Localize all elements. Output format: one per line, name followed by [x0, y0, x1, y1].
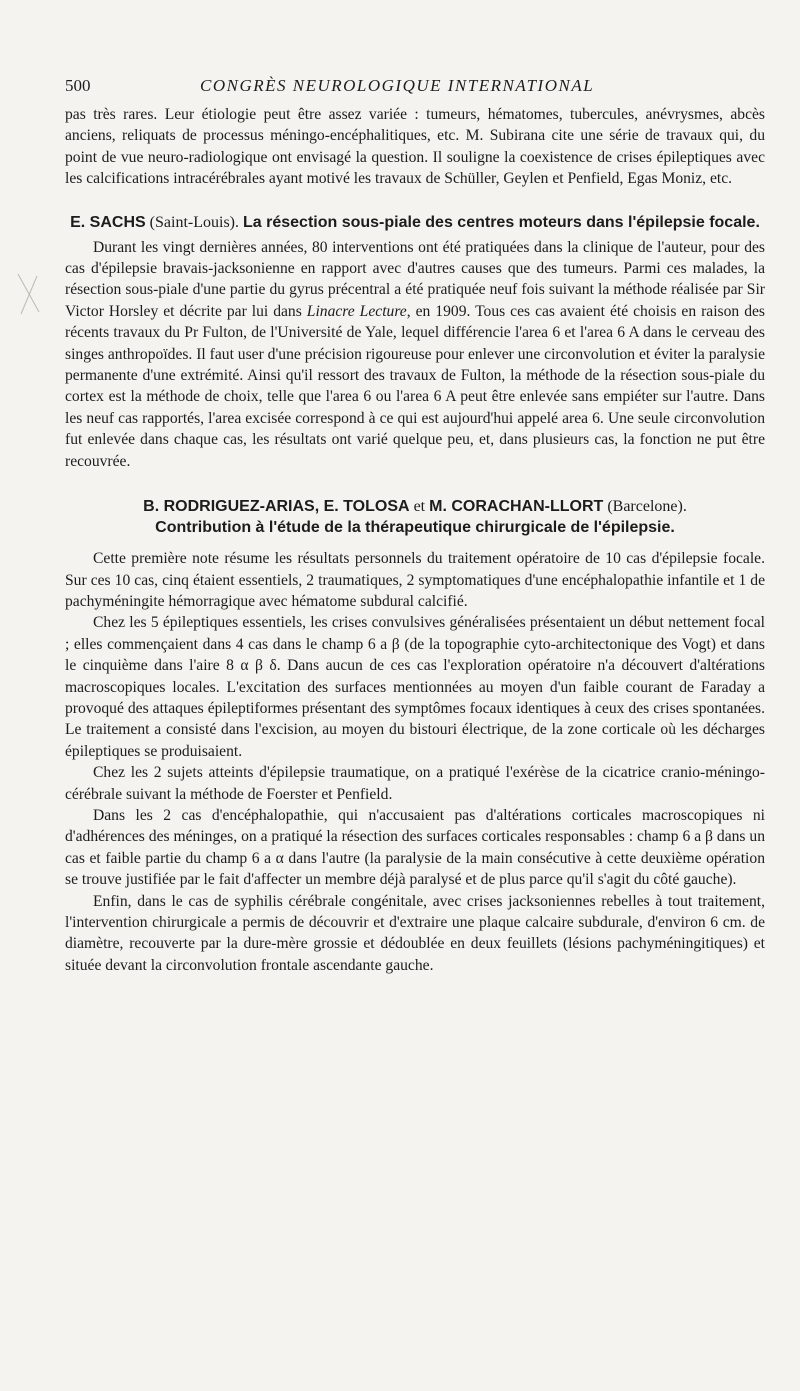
section2-authors-2: M. CORACHAN-LLORT	[429, 498, 604, 516]
section1-text-b: , en 1909. Tous ces cas avaient été choisis en raison des récents travaux du Pr Fulton, de l'Université de Yale, lequel différencie l'area 6 et l'area 6 A dans le cerveau des singes anthropoïdes. Il faut user d'une précision rigoureuse pour enlever une circonvolution et éviter la paralysie permanente d'une extrémité. Ainsi qu'il ressort des travaux de Fulton, la méthode de la résection sous-piale du cortex est la méthode de choix, telle que l'area 6 ou l'area 6 A peut être enlevée sans empiéter sur l'autre. Dans les neuf cas rapportés, l'area excisée correspond à ce qui est aujourd'hui appelé area 6. Une seule circonvolution fut enlevée dans chaque cas, les résultats ont varié quelque peu, et, dans plusieurs cas, la fonction ne put être recouvrée.	[65, 302, 765, 470]
section2-paragraph: Dans les 2 cas d'encéphalopathie, qui n'accusaient pas d'altérations corticales macroscopiques ni d'adhérences des méninges, on a pratiqué la résection des surfaces corticales responsables : champ 6 a β dans un cas et faible partie du champ 6 a α dans l'autre (la paralysie de la main consécutive à cette deuxième opération se trouve justifiée par le fait d'affecter un membre déjà paralysé et de plus parce qu'il s'agit du côté gauche).	[65, 806, 765, 889]
section2-paragraph: Enfin, dans le cas de syphilis cérébrale congénitale, avec crises jacksoniennes rebelles à tout traitement, l'intervention chirurgicale a permis de découvrir et d'extraire une plaque calcaire subdurale, d'environ 6 cm. de diamètre, recouverte par la dure-mère grossie et dédoublée en deux feuillets (lésions pachyméningitiques) et située devant la circonvolution frontale ascendante gauche.	[65, 892, 765, 974]
section2-paragraph: Chez les 5 épileptiques essentiels, les crises convulsives généralisées présentaient un début nettement focal ; elles commençaient dans 4 cas dans le champ 6 a β (de la topographie cyto-architectonique des Vogt) et dans le cinquième dans l'aire 8 α β δ. Dans aucun de ces cas l'exploration opératoire n'a découvert d'altérations macroscopiques locales. L'excitation des surfaces mentionnées au moyen d'un faible courant de Faraday a provoqué des attaques épileptiformes présentant des symptômes focaux identiques à ceux des crises spontanées. Le traitement a consisté dans l'excision, au moyen du bistouri électrique, de la zone corticale où les décharges épileptiques se produisaient.	[65, 614, 765, 760]
section2-place: (Barcelone).	[607, 498, 687, 516]
section2-connector: et	[413, 498, 426, 516]
section2-title: Contribution à l'étude de la thérapeutique chirurgicale de l'épilepsie.	[155, 519, 675, 537]
section2-heading	[65, 496, 765, 538]
section1-italic-title: Linacre Lecture	[306, 302, 407, 320]
section1-title: La résection sous-piale des centres moteurs dans l'épilepsie focale.	[243, 213, 760, 231]
section2-paragraph: Cette première note résume les résultats personnels du traitement opératoire de 10 cas d'épilepsie focale. Sur ces 10 cas, cinq étaient essentiels, 2 traumatiques, 2 symptomatiques d'une encéphalopathie infantile et 1 de pachyméningite hémorragique avec hématome subdural calcifié.	[65, 550, 765, 610]
page-number: 500	[65, 76, 91, 95]
section1-place: (Saint-Louis).	[149, 213, 239, 231]
section1-text-a: Durant les vingt dernières années, 80 interventions ont été pratiquées dans la clinique de l'auteur, pour des cas d'épilepsie bravais-jacksonienne en rapport avec d'autres causes que des tumeurs. Parmi ces malades, la résection sous-piale d'une partie du gyrus précentral a été pratiquée neuf fois suivant la méthode réalisée par Sir Victor Horsley et décrite par lui dans	[65, 238, 765, 320]
section2-authors-1: B. RODRIGUEZ-ARIAS, E. TOLOSA	[143, 498, 410, 516]
intro-paragraph: pas très rares. Leur étiologie peut être assez variée : tumeurs, hématomes, tubercules, anévrysmes, abcès anciens, reliquats de processus méningo-encéphalitiques, etc. M. Subirana cite une série de travaux qui, du point de vue neuro-radiologique ont envisagé la question. Il souligne la coexistence de crises épileptiques avec les calcifications intracérébrales ayant motivé les travaux de Schüller, Geylen et Penfield, Egas Moniz, etc.	[65, 106, 765, 188]
section2-body	[65, 548, 765, 976]
section1-paragraph	[65, 237, 765, 472]
section1-authors: E. SACHS	[70, 213, 146, 231]
page	[65, 76, 765, 976]
page-header	[65, 76, 765, 104]
section1-heading	[65, 212, 765, 233]
section2-paragraph: Chez les 2 sujets atteints d'épilepsie traumatique, on a pratiqué l'exérèse de la cicatrice cranio-méningo-cérébrale suivant la méthode de Foerster et Penfield.	[65, 764, 765, 803]
margin-pencil-mark	[15, 272, 43, 316]
running-title: CONGRÈS NEUROLOGIQUE INTERNATIONAL	[200, 76, 595, 95]
